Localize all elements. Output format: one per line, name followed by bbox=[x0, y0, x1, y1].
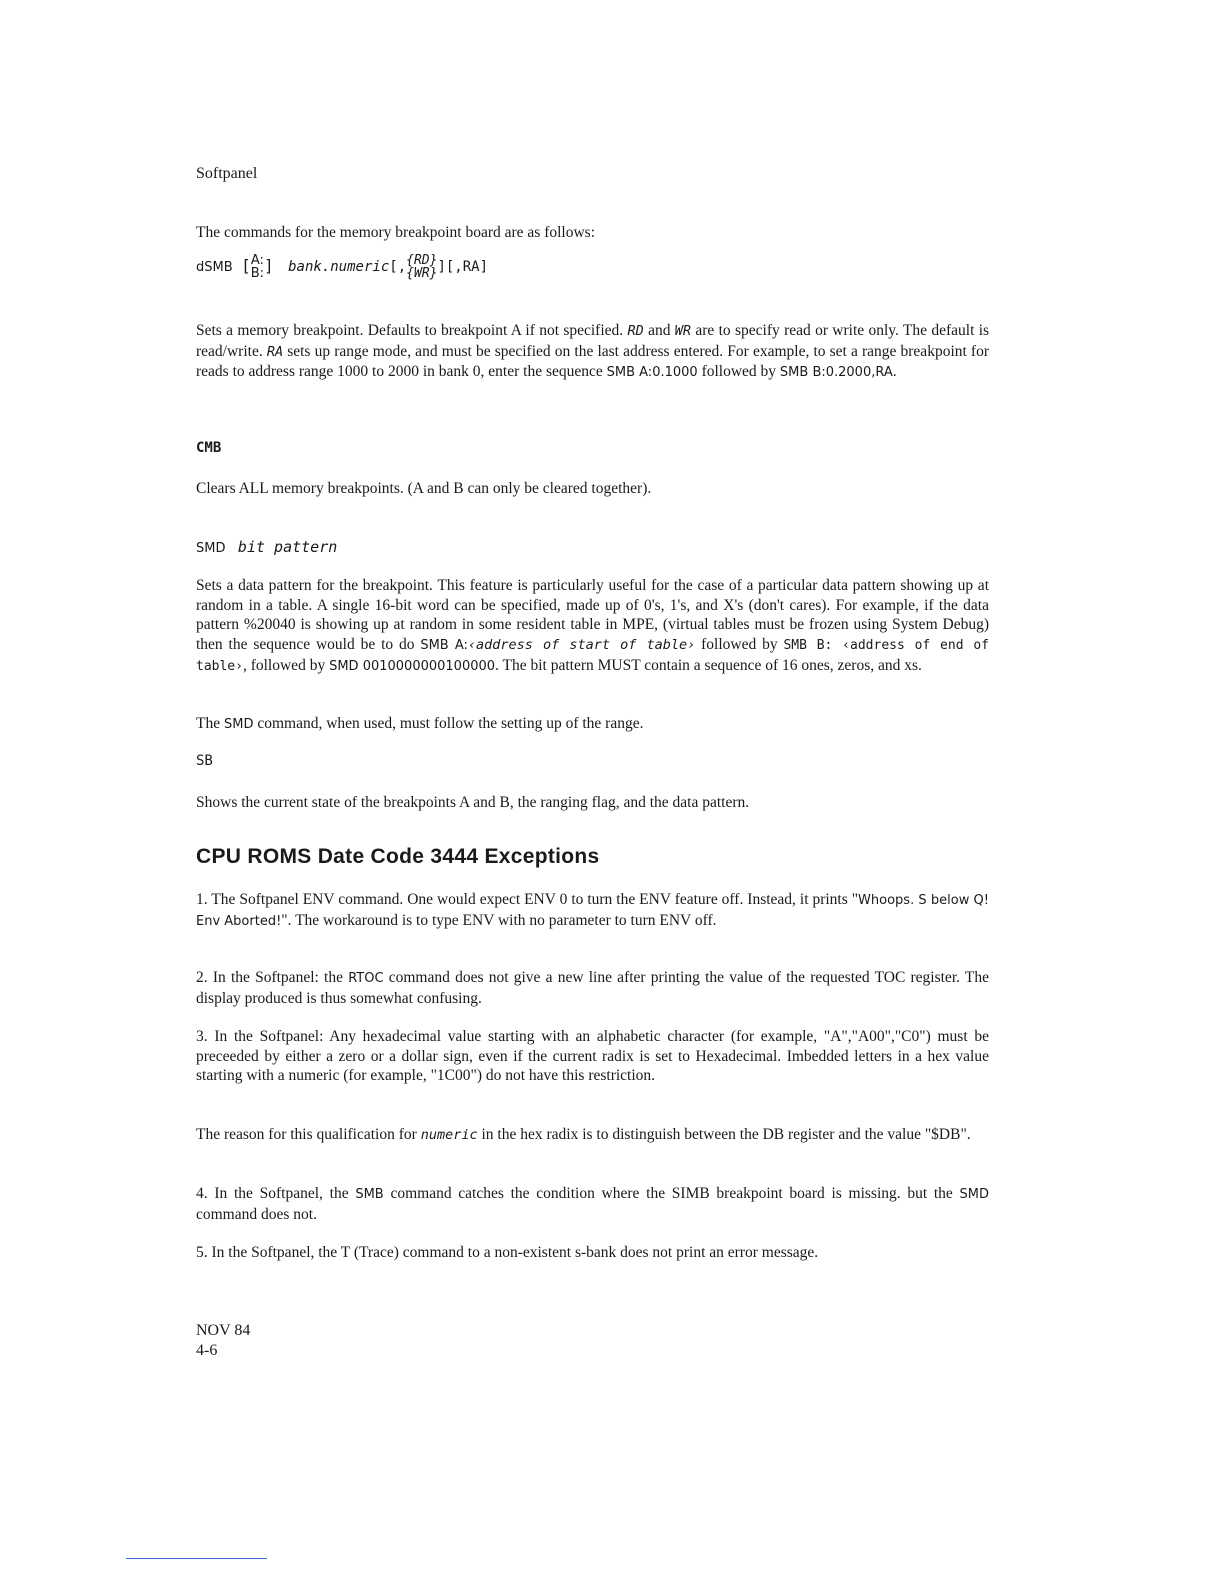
dsmb-desc-c2: SMB B:0.2000,RA bbox=[779, 365, 893, 381]
dsmb-desc-t2: and bbox=[648, 322, 671, 339]
smd-desc-a1: ‹address of start of table› bbox=[467, 637, 696, 654]
item4-t1: 4. In the Softpanel, the bbox=[196, 1185, 349, 1202]
exception-item-4 bbox=[196, 1184, 989, 1224]
smd-cmd: SMD bbox=[196, 541, 226, 556]
exception-item-1 bbox=[196, 890, 989, 931]
footer-page-number: 4-6 bbox=[196, 1342, 218, 1359]
opt-a: A: bbox=[250, 253, 264, 268]
smd-syntax bbox=[196, 538, 337, 556]
smd-desc-c2: SMB B: ‹address of end of table› bbox=[196, 638, 989, 674]
sb-description: Shows the current state of the breakpoints A and B, the ranging flag, and the data pattern. bbox=[196, 794, 750, 811]
reason-t1: The reason for this qualification for bbox=[196, 1126, 417, 1143]
smd-arg: bit pattern bbox=[237, 538, 338, 556]
dsmb-desc-t6: . bbox=[892, 363, 897, 381]
footer-date: NOV 84 bbox=[196, 1322, 251, 1339]
opt-rd: {RD} bbox=[406, 253, 438, 268]
item2-c1: RTOC bbox=[348, 971, 384, 986]
running-header: Softpanel bbox=[196, 165, 258, 182]
item4-t2: command catches the condition where the SIMB breakpoint board is missing. but the bbox=[390, 1185, 953, 1202]
item1-t2: ". The workaround is to type ENV with no parameter to turn ENV off. bbox=[281, 911, 717, 929]
smd-desc-t2: followed by bbox=[701, 636, 778, 654]
intro-paragraph: The commands for the memory breakpoint board are as follows: bbox=[196, 224, 596, 241]
item4-c2: SMD bbox=[959, 1187, 990, 1202]
opt-wr: {WR} bbox=[406, 266, 438, 281]
smd-desc-t3: , followed by bbox=[242, 656, 326, 674]
cmb-description: Clears ALL memory breakpoints. (A and B can only be cleared together). bbox=[196, 480, 652, 497]
exception-item-5: 5. In the Softpanel, the T (Trace) command to a non-existent s-bank does not print an error message. bbox=[196, 1244, 819, 1261]
dsmb-comma-open: [, bbox=[389, 259, 407, 275]
opt-b: B: bbox=[250, 266, 265, 281]
reason-numeric: numeric bbox=[420, 1127, 478, 1143]
bottom-rule bbox=[126, 1558, 267, 1559]
item4-t3: command does not. bbox=[196, 1205, 317, 1223]
dsmb-bracket-open: [ bbox=[241, 256, 251, 275]
smd-desc-c3: SMD 0010000000100000 bbox=[329, 658, 496, 674]
dsmb-desc-ra: RA bbox=[266, 343, 284, 360]
smd-desc-c1: SMB A: bbox=[420, 638, 468, 654]
dsmb-desc-c1: SMB A:0.1000 bbox=[606, 365, 698, 381]
dsmb-rw-options bbox=[406, 254, 437, 280]
dsmb-arg: bank.numeric bbox=[288, 259, 390, 275]
smd-description bbox=[196, 576, 989, 677]
item2-t1: 2. In the Softpanel: the bbox=[196, 969, 343, 986]
dsmb-ra: [,RA] bbox=[445, 259, 489, 275]
exception-item-2 bbox=[196, 968, 989, 1008]
smd-note-t1: The bbox=[196, 715, 221, 732]
item2-t2: command does not give a new line after printing the value of the requested TOC register. The display produced is thus somewhat confusing. bbox=[196, 969, 990, 1007]
dsmb-bracket-close: ] bbox=[264, 256, 274, 275]
smd-desc-t1: Sets a data pattern for the breakpoint. This feature is particularly useful for the case of a particular data pattern showing up at random in a table. A single 16-bit word can be specified, made up of 0's, 1's, and X's (don't cares). For example, if the data pattern %20040 is showing up at random in some resident table in MPE, (virtual tables must be frozen using System Debug) then the sequence would be to do bbox=[196, 577, 989, 654]
dsmb-desc-rd: RD bbox=[627, 323, 644, 339]
smd-note-t2: command, when used, must follow the setting up of the range. bbox=[257, 715, 644, 732]
smd-note-cmd: SMD bbox=[223, 717, 254, 732]
dsmb-desc-t4: sets up range mode, and must be specified on the last address entered. For example, to set a range breakpoint for reads to address range 1000 to 2000 in bank 0, enter the sequence bbox=[196, 342, 989, 381]
exception-reason bbox=[196, 1125, 989, 1146]
item4-c1: SMB bbox=[355, 1187, 384, 1202]
dsmb-close: ] bbox=[437, 259, 446, 275]
dsmb-cmd: dSMB bbox=[196, 260, 233, 275]
dsmb-syntax bbox=[196, 254, 488, 280]
sb-syntax: SB bbox=[196, 753, 213, 769]
exception-item-3: 3. In the Softpanel: Any hexadecimal value starting with an alphabetic character (for example, "A","A00","C0") must be preceeded by either a zero or a dollar sign, even if the current radix is set to Hexadecimal. Imbedded letters in a hex value starting with a numeric (for example, "1C00") do not have this restriction. bbox=[196, 1028, 989, 1085]
cmb-syntax: CMB bbox=[196, 440, 222, 456]
dsmb-desc-t5: followed by bbox=[701, 363, 777, 381]
dsmb-desc-t3: are to specify read or write only. The default is read/write. bbox=[196, 322, 990, 360]
dsmb-description bbox=[196, 321, 989, 383]
dsmb-desc-wr: WR bbox=[674, 323, 692, 339]
item1-t1: 1. The Softpanel ENV command. One would expect ENV 0 to turn the ENV feature off. Instead, it prints " bbox=[196, 891, 859, 908]
dsmb-desc-t1: Sets a memory breakpoint. Defaults to breakpoint A if not specified. bbox=[196, 322, 624, 339]
dsmb-ab-options bbox=[251, 254, 264, 280]
smd-note bbox=[196, 714, 989, 735]
reason-t2: in the hex radix is to distinguish between the DB register and the value "$DB". bbox=[481, 1126, 971, 1143]
smd-desc-t4: . The bit pattern MUST contain a sequence of 16 ones, zeros, and xs. bbox=[495, 656, 922, 674]
section-heading: CPU ROMS Date Code 3444 Exceptions bbox=[196, 845, 600, 868]
item1-c1: Whoops. S below Q! Env Aborted! bbox=[196, 893, 989, 929]
